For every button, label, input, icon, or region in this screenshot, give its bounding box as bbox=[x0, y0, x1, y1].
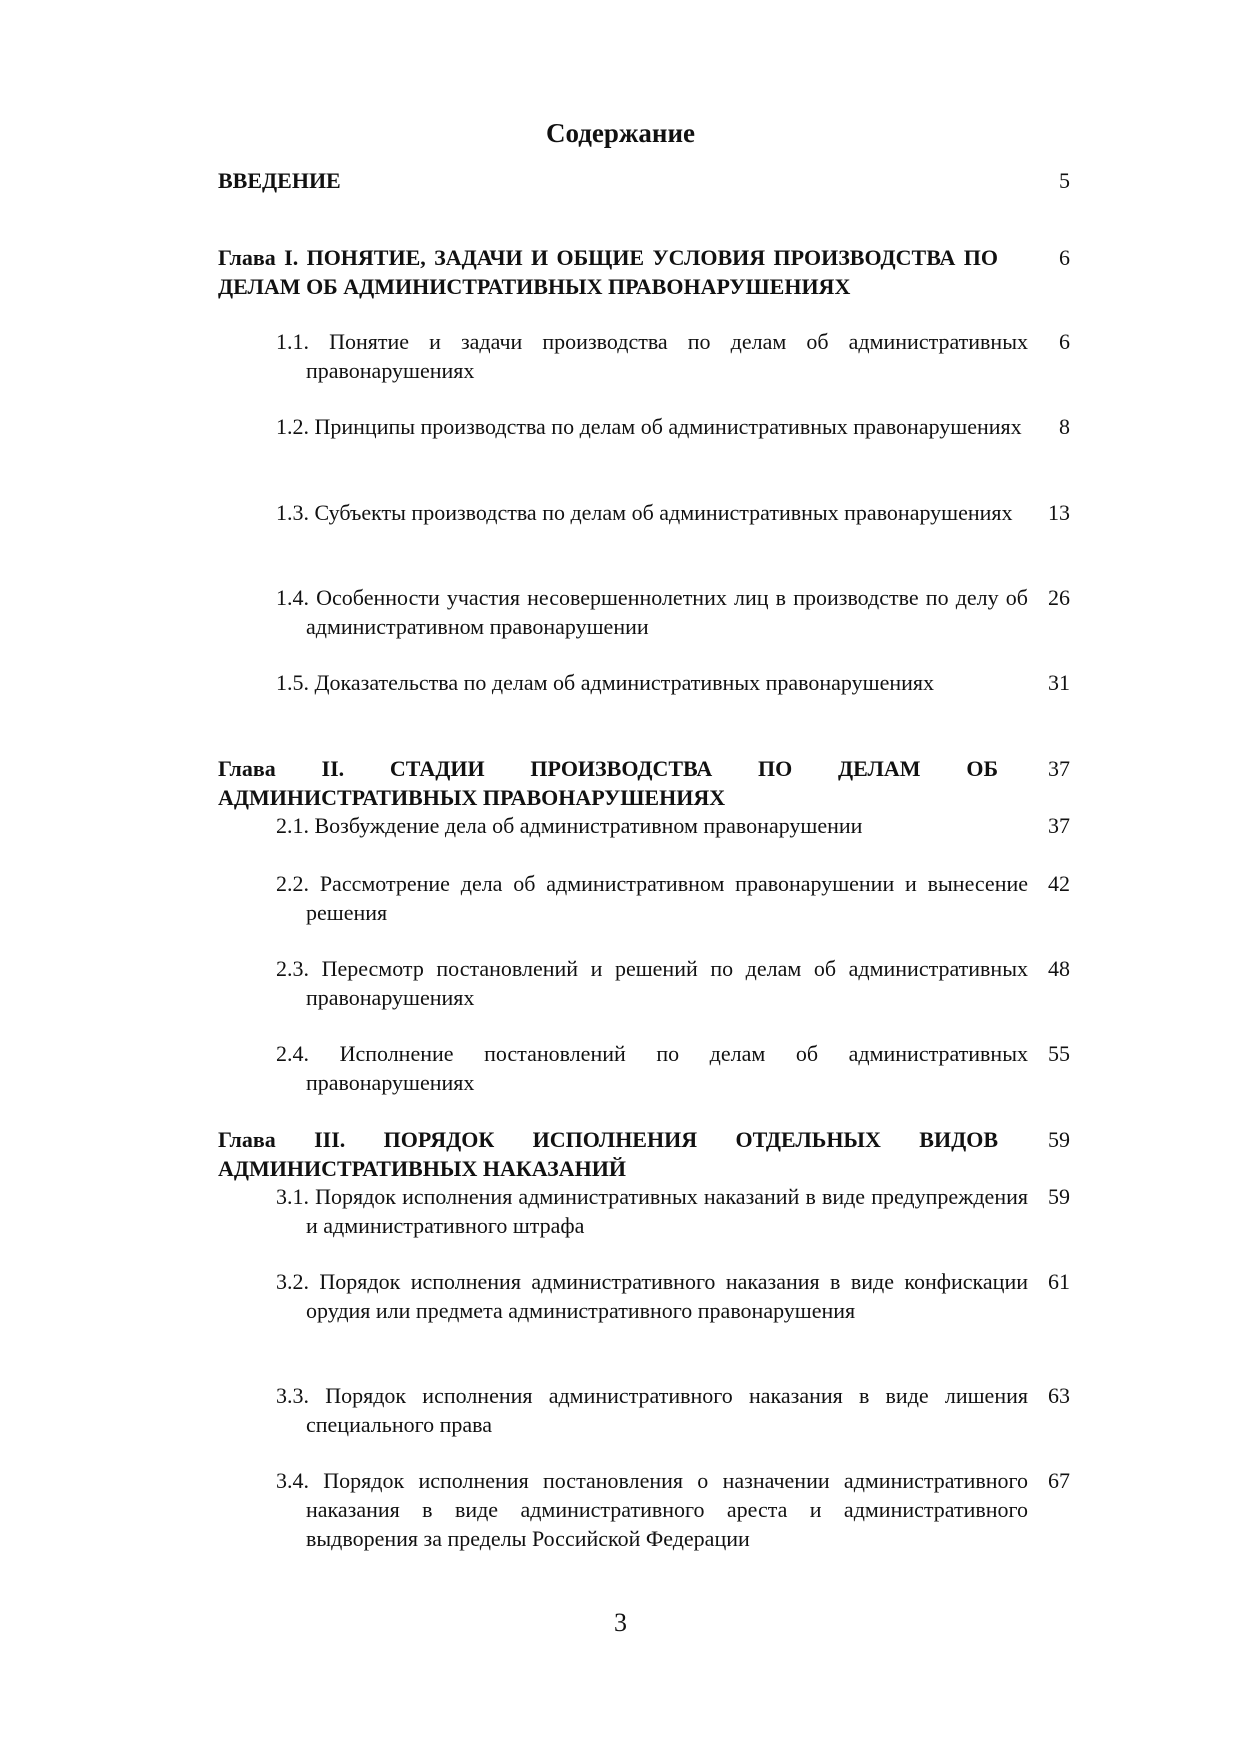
toc-entry-text: 1.1. Понятие и задачи производства по делам об административных правонарушениях bbox=[276, 329, 1028, 383]
page-number: 3 bbox=[614, 1608, 627, 1637]
toc-entry-page: 67 bbox=[1048, 1468, 1070, 1493]
toc-entry-page: 63 bbox=[1048, 1383, 1070, 1408]
toc-entry-text: 3.4. Порядок исполнения постановления о назначении административного наказания в виде административного ареста и административного выдворения за пределы Российской Федерации bbox=[276, 1468, 1028, 1551]
toc-entry-text: ВВЕДЕНИЕ bbox=[218, 168, 341, 193]
toc-entry-page: 6 bbox=[1059, 245, 1070, 270]
toc-entry-text: 3.2. Порядок исполнения административного наказания в виде конфискации орудия или предмета административного правонарушения bbox=[276, 1269, 1028, 1323]
toc-entry-text: Глава II. СТАДИИ ПРОИЗВОДСТВА ПО ДЕЛАМ ОБ АДМИНИСТРАТИВНЫХ ПРАВОНАРУШЕНИЯХ bbox=[218, 756, 998, 810]
toc-entry-page: 37 bbox=[1048, 756, 1070, 781]
toc-entry-page: 37 bbox=[1048, 813, 1070, 838]
toc-entry-text: 3.1. Порядок исполнения административных наказаний в виде предупреждения и административного штрафа bbox=[276, 1184, 1028, 1238]
toc-entry-page: 48 bbox=[1048, 956, 1070, 981]
toc-entry-text: 2.3. Пересмотр постановлений и решений по делам об административных правонарушениях bbox=[276, 956, 1028, 1010]
toc-entry-text: 1.5. Доказательства по делам об административных правонарушениях bbox=[276, 670, 935, 695]
toc-entry-page: 5 bbox=[1059, 168, 1070, 193]
toc-entry-text: 1.2. Принципы производства по делам об административных правонарушениях bbox=[276, 414, 1022, 439]
page-title: Содержание bbox=[545, 118, 696, 148]
toc-entry-text: 3.3. Порядок исполнения административного наказания в виде лишения специального права bbox=[276, 1383, 1028, 1437]
toc-entry-page: 59 bbox=[1048, 1127, 1070, 1152]
toc-entry-page: 61 bbox=[1048, 1269, 1070, 1294]
toc-entry-page: 26 bbox=[1048, 585, 1070, 610]
toc-entry-text: 2.2. Рассмотрение дела об административном правонарушении и вынесение решения bbox=[276, 871, 1028, 925]
toc-entry-page: 8 bbox=[1059, 414, 1070, 439]
toc-entry-text: Глава III. ПОРЯДОК ИСПОЛНЕНИЯ ОТДЕЛЬНЫХ ВИДОВ АДМИНИСТРАТИВНЫХ НАКАЗАНИЙ bbox=[218, 1127, 998, 1181]
toc-entry-text: 2.1. Возбуждение дела об административном правонарушении bbox=[276, 813, 863, 838]
toc-entry-page: 55 bbox=[1048, 1041, 1070, 1066]
toc-entry-text: 1.4. Особенности участия несовершеннолетних лиц в производстве по делу об административном правонарушении bbox=[276, 585, 1028, 639]
toc-entry-page: 42 bbox=[1048, 871, 1070, 896]
toc-entry-text: 1.3. Субъекты производства по делам об административных правонарушениях bbox=[276, 500, 1013, 525]
toc-entry-text: Глава I. ПОНЯТИЕ, ЗАДАЧИ И ОБЩИЕ УСЛОВИЯ ПРОИЗВОДСТВА ПО ДЕЛАМ ОБ АДМИНИСТРАТИВНЫХ ПРАВОНАРУШЕНИЯХ bbox=[218, 245, 998, 299]
toc-entry-page: 13 bbox=[1048, 500, 1070, 525]
toc-entry-page: 31 bbox=[1048, 670, 1070, 695]
toc-entry-page: 6 bbox=[1059, 329, 1070, 354]
toc-entry-page: 59 bbox=[1048, 1184, 1070, 1209]
toc-entry-text: 2.4. Исполнение постановлений по делам об административных правонарушениях bbox=[276, 1041, 1028, 1095]
